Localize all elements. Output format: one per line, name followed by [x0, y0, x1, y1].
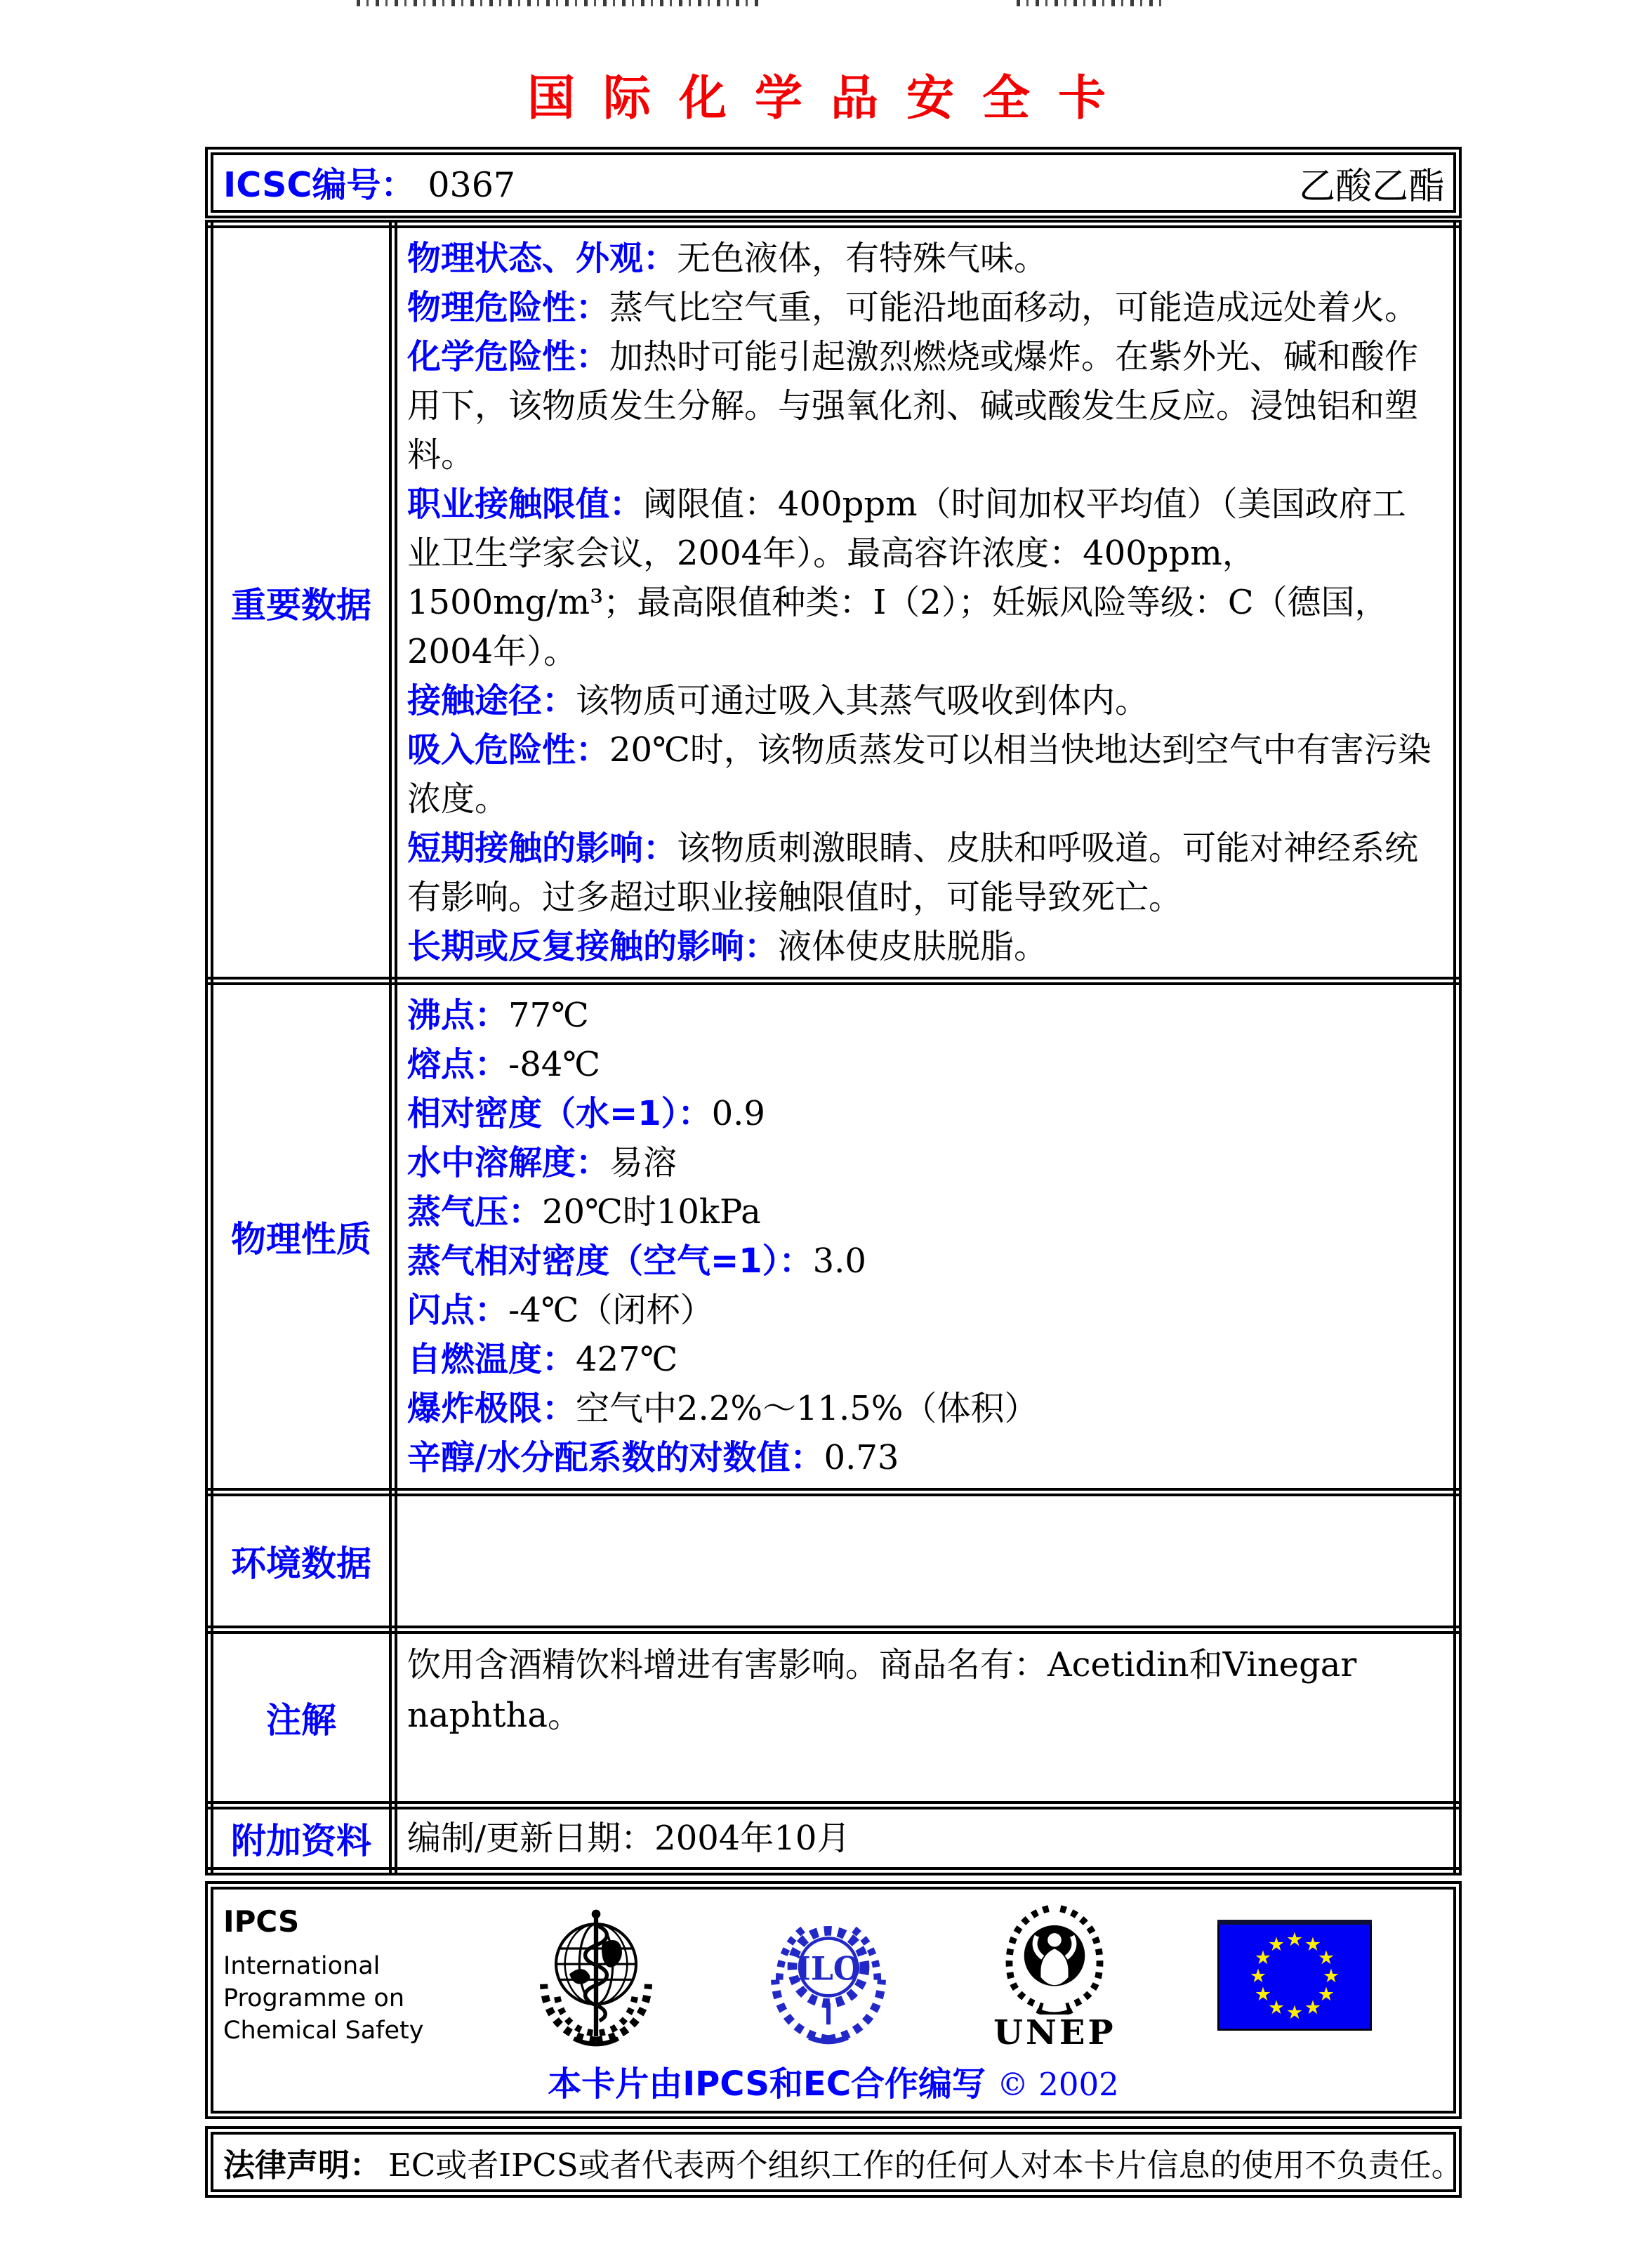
- item-label: 蒸气压：: [407, 1192, 543, 1232]
- additional-info-label-cell: [209, 1805, 393, 1871]
- legal-label: 法律声明：: [223, 2146, 382, 2184]
- physical-properties-section: [209, 981, 1457, 1492]
- item-text: -84℃: [508, 1045, 601, 1084]
- credit-text: 本卡片由IPCS和EC合作编写: [548, 2064, 986, 2104]
- ilo-letters: ILO: [795, 1949, 861, 1988]
- legal-text: EC或者IPCS或者代表两个组织工作的任何人对本卡片信息的使用不负责任。: [388, 2146, 1463, 2184]
- item-label: 沸点：: [407, 996, 509, 1035]
- data-item: [407, 1040, 1439, 1089]
- legal-notice-section: [205, 2126, 1462, 2198]
- item-label: 相对密度（水=1）：: [407, 1094, 712, 1133]
- data-item: [407, 1335, 1439, 1384]
- item-label: 水中溶解度：: [407, 1143, 610, 1182]
- item-text: 77℃: [508, 996, 589, 1035]
- data-table: [205, 220, 1462, 1875]
- data-item: [407, 725, 1439, 824]
- svg-text:★: ★: [1285, 1929, 1304, 1951]
- unep-logo-block: [993, 1901, 1116, 2050]
- data-item: [407, 234, 1439, 283]
- item-text: 液体使皮肤脱脂。: [778, 927, 1048, 966]
- section-label-environment: 环境数据: [231, 1543, 371, 1584]
- item-label: 短期接触的影响：: [407, 829, 677, 868]
- item-label: 吸入危险性：: [407, 730, 610, 770]
- who-logo-icon: [529, 1902, 663, 2048]
- item-text: 0.73: [824, 1438, 899, 1477]
- item-text: 饮用含酒精饮料增进有害影响。商品名有：Acetidin和Vinegar naphtha。: [407, 1645, 1357, 1735]
- item-label: 接触途径：: [407, 681, 576, 720]
- data-item: [407, 1138, 1439, 1187]
- environmental-data-label-cell: [209, 1492, 393, 1630]
- svg-text:★: ★: [1322, 1965, 1340, 1987]
- item-label: 物理状态、外观：: [407, 239, 677, 278]
- ipcs-line: Chemical Safety: [223, 2016, 424, 2045]
- physical-properties-content: [393, 981, 1457, 1492]
- item-text: 编制/更新日期：2004年10月: [407, 1819, 851, 1858]
- item-label: 自燃温度：: [407, 1340, 576, 1379]
- item-text: 3.0: [812, 1241, 866, 1281]
- data-item: [407, 1384, 1439, 1433]
- item-label: 职业接触限值：: [407, 484, 644, 524]
- svg-text:★: ★: [1304, 1934, 1322, 1956]
- icsc-number-group: [223, 158, 515, 207]
- data-item: [407, 1286, 1439, 1335]
- logos-row: [213, 1899, 1453, 2050]
- svg-text:★: ★: [1304, 1997, 1322, 2019]
- svg-text:★: ★: [1267, 1934, 1285, 1956]
- item-label: 辛醇/水分配系数的对数值：: [407, 1438, 824, 1477]
- unep-logo-icon: [993, 1901, 1116, 2015]
- item-label: 化学危险性：: [407, 337, 610, 376]
- notes-content: [393, 1630, 1457, 1805]
- clipped-text-fragments-left: [357, 0, 760, 6]
- item-text: 427℃: [576, 1340, 678, 1379]
- chemical-name: 乙酸乙酯: [1298, 165, 1445, 208]
- item-text: 0.9: [711, 1094, 765, 1133]
- item-text: 加热时可能引起激烈燃烧或爆炸。在紫外光、碱和酸作用下，该物质发生分解。与强氧化剂、碱或酸发生反应。浸蚀铝和塑料。: [407, 337, 1419, 475]
- data-item: [407, 283, 1439, 332]
- svg-text:★: ★: [1254, 1947, 1272, 1969]
- svg-text:★: ★: [1254, 1984, 1272, 2005]
- page-title: 国际化学品安全卡: [527, 71, 1134, 126]
- ipcs-text-block: [223, 1904, 428, 2047]
- data-item: [407, 922, 1439, 971]
- data-item: [407, 1818, 1439, 1859]
- icsc-number-value: 0367: [428, 165, 516, 205]
- section-label-important: 重要数据: [231, 585, 371, 626]
- item-text: 蒸气比空气重，可能沿地面移动，可能造成远处着火。: [609, 288, 1419, 327]
- credit-year: © 2002: [996, 2066, 1119, 2103]
- physical-properties-label-cell: [209, 981, 393, 1492]
- item-text: 易溶: [609, 1143, 677, 1182]
- ipcs-acronym: IPCS: [223, 1904, 300, 1939]
- item-text: 空气中2.2%～11.5%（体积）: [576, 1389, 1038, 1428]
- item-text: 阈限值：400ppm（时间加权平均值）（美国政府工业卫生学家会议，2004年）。最高容许浓度：400ppm，1500mg/m³；最高限值种类：I（2）；妊娠风险等级：C（德国，2004年）。: [407, 484, 1406, 671]
- item-label: 闪点：: [407, 1291, 509, 1330]
- item-label: 熔点：: [407, 1045, 509, 1084]
- svg-text:★: ★: [1285, 2002, 1304, 2024]
- important-data-section: [209, 224, 1457, 981]
- additional-info-section: [209, 1805, 1457, 1871]
- item-label: 爆炸极限：: [407, 1389, 576, 1428]
- unep-label: UNEP: [993, 2013, 1116, 2052]
- ilo-logo-icon: [765, 1904, 892, 2048]
- item-text: 无色液体，有特殊气味。: [677, 239, 1048, 278]
- svg-text:★: ★: [1317, 1947, 1335, 1969]
- section-label-notes: 注解: [266, 1700, 336, 1741]
- eu-flag-icon: [1217, 1920, 1372, 2031]
- footer-logos-section: [205, 1881, 1462, 2119]
- data-item: [407, 332, 1439, 480]
- data-item: [407, 676, 1439, 725]
- notes-section: [209, 1630, 1457, 1805]
- item-label: 长期或反复接触的影响：: [407, 927, 779, 966]
- item-text: 20℃时10kPa: [542, 1192, 761, 1232]
- data-item: [407, 991, 1439, 1040]
- item-label: 物理危险性：: [407, 288, 610, 327]
- svg-text:★: ★: [1249, 1965, 1267, 1987]
- data-item: [407, 480, 1439, 676]
- data-item: [407, 1187, 1439, 1237]
- item-text: 该物质刺激眼睛、皮肤和呼吸道。可能对神经系统有影响。过多超过职业接触限值时，可能导致死亡。: [407, 829, 1419, 917]
- environmental-data-section: [209, 1492, 1457, 1630]
- section-label-additional: 附加资料: [231, 1821, 371, 1861]
- item-text: 20℃时，该物质蒸发可以相当快地达到空气中有害污染浓度。: [407, 730, 1432, 819]
- data-item: [407, 1640, 1439, 1741]
- credit-line: [213, 2057, 1453, 2105]
- data-item: [407, 1237, 1439, 1286]
- data-item: [407, 824, 1439, 922]
- item-label: 蒸气相对密度（空气=1）：: [407, 1241, 813, 1281]
- important-data-label-cell: [209, 224, 393, 981]
- section-label-physical: 物理性质: [231, 1219, 371, 1260]
- environmental-data-content: [393, 1492, 1457, 1630]
- svg-text:★: ★: [1267, 1997, 1285, 2019]
- clipped-text-fragments-right: [1017, 0, 1168, 6]
- item-text: 该物质可通过吸入其蒸气吸收到体内。: [576, 681, 1149, 720]
- item-text: -4℃（闭杯）: [508, 1291, 714, 1330]
- data-item: [407, 1089, 1439, 1138]
- ipcs-line: Programme on: [223, 1984, 405, 2012]
- data-item: [407, 1433, 1439, 1482]
- icsc-header-row: [205, 147, 1462, 218]
- ipcs-line: International: [223, 1951, 381, 1980]
- notes-label-cell: [209, 1630, 393, 1805]
- additional-info-content: [393, 1805, 1457, 1871]
- icsc-number-label: ICSC编号：: [223, 165, 416, 205]
- svg-text:★: ★: [1317, 1984, 1335, 2005]
- important-data-content: [393, 224, 1457, 981]
